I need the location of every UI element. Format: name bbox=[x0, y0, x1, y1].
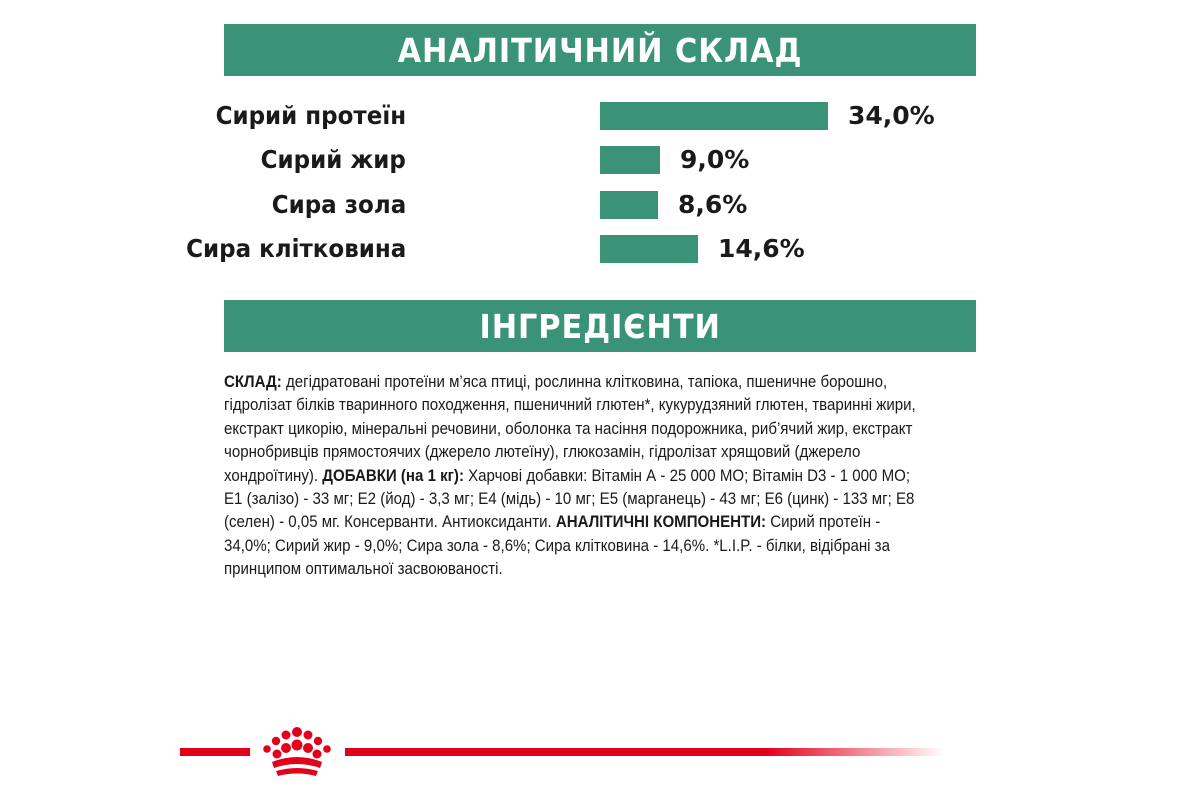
nutrient-value: 8,6% bbox=[678, 190, 748, 219]
nutrient-label: Сира зола bbox=[271, 190, 406, 219]
analytical-text: Сирий протеїн - 34,0%; Сирий жир - 9,0%; Сира зола - 8,6%; Сира клітковина - 14,6%. *L.I.P. - білки, відібрані за принципом оптимальної засвоюваності. bbox=[224, 513, 890, 579]
nutrient-value: 34,0% bbox=[848, 101, 935, 130]
nutrient-label: Сирий жир bbox=[260, 145, 406, 174]
nutrient-row-ash bbox=[224, 188, 984, 222]
nutrient-row-protein bbox=[215, 99, 984, 133]
nutrient-bar bbox=[600, 102, 828, 130]
footer-red-line-left bbox=[180, 748, 250, 756]
ingredients-paragraph bbox=[224, 371, 931, 582]
analytical-label: АНАЛІТИЧНІ КОМПОНЕНТИ: bbox=[555, 513, 767, 532]
additives-text: Харчові добавки: Вітамін А - 25 000 МО; Вітамін D3 - 1 000 МО; E1 (залізо) - 33 мг; E2 (йод) - 3,3 мг; E4 (мідь) - 10 мг; E5 (марганець) - 43 мг; E6 (цинк) - 133 мг; E8 (селен) - 0,05 мг. Консерванти. Антиоксиданти. bbox=[224, 466, 915, 532]
nutrient-row-fat bbox=[224, 143, 984, 177]
analysis-banner bbox=[224, 24, 976, 76]
crown-icon bbox=[252, 722, 342, 782]
analysis-title: АНАЛІТИЧНИЙ СКЛАД bbox=[397, 30, 803, 70]
ingredients-title: ІНГРЕДІЄНТИ bbox=[479, 306, 721, 346]
composition-text: дегідратовані протеїни м’яса птиці, рослинна клітковина, тапіока, пшеничне борошно, гідролізат білків тваринного походження, пшеничний глютен*, кукурудзяний глютен, тваринні жири, екстракт цикорію, мінеральні речовини, оболонка та насіння подорожника, риб’ячий жир, екстракт чорнобривців прямостоячих (джерело лютеїну), глюкозамін, гідролізат хрящовий (джерело хондроїтину). bbox=[224, 373, 916, 485]
nutrient-row-fiber bbox=[185, 232, 984, 266]
nutrient-label: Сира клітковина bbox=[185, 234, 406, 263]
nutrient-bar bbox=[600, 235, 698, 263]
nutrient-bar bbox=[600, 146, 660, 174]
additives-label: ДОБАВКИ (на 1 кг): bbox=[322, 466, 464, 485]
nutrient-label: Сирий протеїн bbox=[215, 101, 406, 130]
nutrient-value: 14,6% bbox=[718, 234, 805, 263]
ingredients-banner bbox=[224, 300, 976, 352]
footer-red-line-right bbox=[345, 748, 945, 756]
nutrient-bar bbox=[600, 191, 658, 219]
composition-label: СКЛАД: bbox=[224, 373, 282, 391]
nutrient-value: 9,0% bbox=[680, 145, 750, 174]
